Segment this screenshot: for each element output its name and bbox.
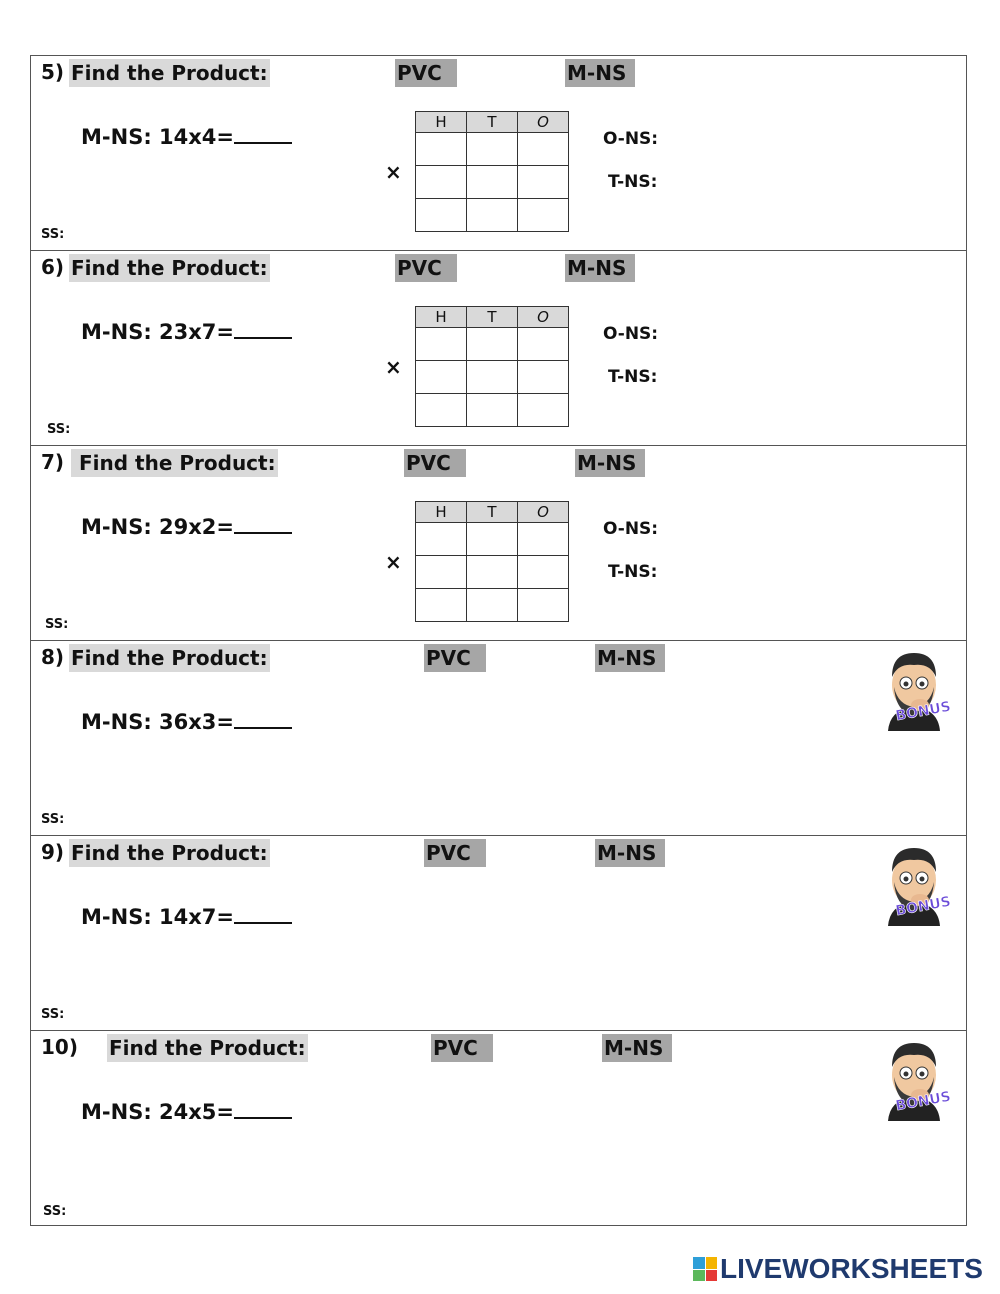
worksheet: [30, 55, 967, 1226]
header-hundreds: H: [416, 112, 467, 133]
tns-label: T-NS:: [608, 562, 658, 582]
grid-cell[interactable]: [518, 328, 569, 361]
problem-number: 7): [41, 450, 65, 474]
logo-mark-icon: [693, 1257, 717, 1281]
grid-cell[interactable]: [518, 523, 569, 556]
grid-cell[interactable]: [467, 133, 518, 166]
ons-label: O-NS:: [603, 324, 659, 344]
brand-name: LIVEWORKSHEETS: [720, 1253, 983, 1284]
find-product-label: Find the Product:: [71, 449, 278, 477]
header-tens: T: [467, 502, 518, 523]
answer-blank[interactable]: [234, 514, 292, 534]
grid-cell[interactable]: [518, 556, 569, 589]
header-ones: O: [518, 502, 569, 523]
equation-text: M-NS: 23x7=: [81, 320, 234, 344]
equation-text: M-NS: 29x2=: [81, 515, 234, 539]
ss-label: SS:: [47, 422, 71, 437]
header-hundreds: H: [416, 502, 467, 523]
pvc-label: PVC: [404, 449, 466, 477]
ss-label: SS:: [41, 812, 65, 827]
ss-label: SS:: [41, 1007, 65, 1022]
equation-text: M-NS: 14x4=: [81, 125, 234, 149]
header-ones: O: [518, 307, 569, 328]
problem-7: [31, 446, 966, 641]
grid-cell[interactable]: [416, 556, 467, 589]
liveworksheets-logo: [693, 1254, 983, 1284]
grid-cell[interactable]: [416, 166, 467, 199]
find-product-label: Find the Product:: [71, 256, 268, 280]
multiply-sign: ×: [385, 550, 402, 574]
bonus-avatar-icon: [874, 842, 954, 926]
bonus-text: BONUS: [894, 893, 953, 920]
tns-label: T-NS:: [608, 172, 658, 192]
grid-cell[interactable]: [416, 199, 467, 232]
grid-cell[interactable]: [416, 328, 467, 361]
header-tens: T: [467, 307, 518, 328]
grid-cell[interactable]: [518, 361, 569, 394]
grid-cell[interactable]: [416, 133, 467, 166]
equation: [81, 904, 292, 929]
equation: [81, 124, 292, 149]
bonus-avatar-icon: [874, 1037, 954, 1121]
grid-cell[interactable]: [518, 394, 569, 427]
header-ones: O: [518, 112, 569, 133]
header-tens: T: [467, 112, 518, 133]
multiply-sign: ×: [385, 160, 402, 184]
pvc-label: PVC: [424, 839, 486, 867]
grid-cell[interactable]: [467, 589, 518, 622]
grid-cell[interactable]: [467, 361, 518, 394]
grid-cell[interactable]: [416, 394, 467, 427]
mns-label: M-NS: [565, 254, 635, 282]
problem-6: [31, 251, 966, 446]
grid-cell[interactable]: [518, 199, 569, 232]
equation: [81, 1099, 292, 1124]
tns-label: T-NS:: [608, 367, 658, 387]
ons-label: O-NS:: [603, 519, 659, 539]
equation-text: M-NS: 14x7=: [81, 905, 234, 929]
answer-blank[interactable]: [234, 904, 292, 924]
problem-10: [31, 1031, 966, 1227]
find-product-label: Find the Product:: [109, 1036, 306, 1060]
grid-cell[interactable]: [518, 166, 569, 199]
grid-cell[interactable]: [467, 523, 518, 556]
bonus-avatar-icon: [874, 647, 954, 731]
grid-cell[interactable]: [467, 556, 518, 589]
equation: [81, 319, 292, 344]
bonus-text: BONUS: [894, 1088, 953, 1115]
find-product-label: Find the Product:: [71, 841, 268, 865]
mns-label: M-NS: [595, 839, 665, 867]
find-product-label: Find the Product:: [71, 646, 268, 670]
mns-label: M-NS: [595, 644, 665, 672]
place-value-chart: [415, 306, 569, 427]
ss-label: SS:: [43, 1204, 67, 1219]
equation: [81, 709, 292, 734]
equation-text: M-NS: 36x3=: [81, 710, 234, 734]
grid-cell[interactable]: [467, 328, 518, 361]
grid-cell[interactable]: [467, 199, 518, 232]
pvc-label: PVC: [424, 644, 486, 672]
grid-cell[interactable]: [518, 133, 569, 166]
answer-blank[interactable]: [234, 709, 292, 729]
place-value-chart: [415, 501, 569, 622]
problem-number: 5): [41, 60, 65, 84]
pvc-label: PVC: [395, 59, 457, 87]
ons-label: O-NS:: [603, 129, 659, 149]
equation: [81, 514, 292, 539]
problem-number: 6): [41, 255, 65, 279]
header-hundreds: H: [416, 307, 467, 328]
multiply-sign: ×: [385, 355, 402, 379]
problem-number: 8): [41, 645, 65, 669]
answer-blank[interactable]: [234, 1099, 292, 1119]
answer-blank[interactable]: [234, 124, 292, 144]
grid-cell[interactable]: [518, 589, 569, 622]
pvc-label: PVC: [395, 254, 457, 282]
grid-cell[interactable]: [416, 523, 467, 556]
grid-cell[interactable]: [467, 394, 518, 427]
problem-5: [31, 56, 966, 251]
mns-label: M-NS: [602, 1034, 672, 1062]
answer-blank[interactable]: [234, 319, 292, 339]
bonus-text: BONUS: [894, 698, 953, 725]
mns-label: M-NS: [565, 59, 635, 87]
mns-label: M-NS: [575, 449, 645, 477]
place-value-chart: [415, 111, 569, 232]
grid-cell[interactable]: [416, 361, 467, 394]
problem-number: 9): [41, 840, 65, 864]
pvc-label: PVC: [431, 1034, 493, 1062]
grid-cell[interactable]: [416, 589, 467, 622]
ss-label: SS:: [45, 617, 69, 632]
ss-label: SS:: [41, 227, 65, 242]
find-product-label: Find the Product:: [71, 61, 268, 85]
equation-text: M-NS: 24x5=: [81, 1100, 234, 1124]
problem-8: [31, 641, 966, 836]
grid-cell[interactable]: [467, 166, 518, 199]
problem-9: [31, 836, 966, 1031]
problem-number: 10): [41, 1035, 78, 1059]
